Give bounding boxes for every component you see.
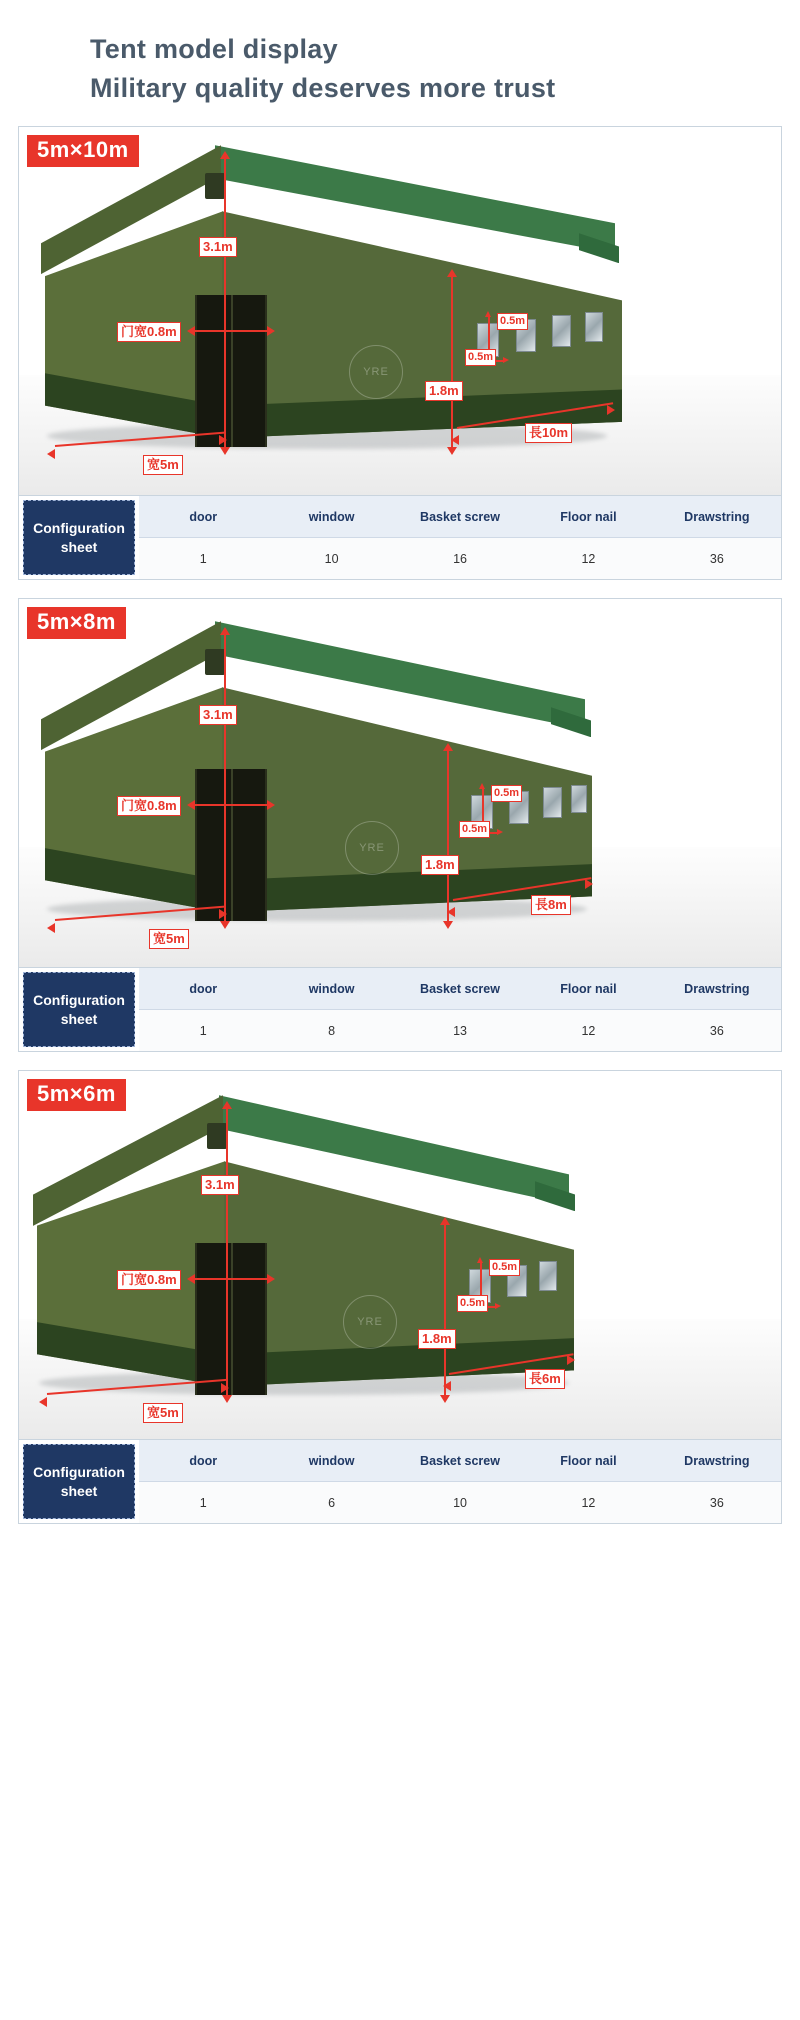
door-split-3 — [231, 1243, 233, 1395]
config-value-drawstring: 36 — [709, 1023, 724, 1038]
config-table-2 — [139, 968, 781, 1051]
dim-wallh-label-1: 1.8m — [425, 381, 463, 401]
config-label-line1: Configuration — [33, 1463, 125, 1480]
dim-winw-label-2: 0.5m — [459, 821, 490, 838]
size-badge-3: 5m×6m — [27, 1079, 126, 1110]
dim-winh-label-3: 0.5m — [489, 1259, 520, 1276]
config-sheet-1 — [19, 495, 781, 579]
config-header-basket-screw: Basket screw — [420, 509, 500, 524]
config-header-window: window — [308, 981, 355, 996]
config-header-door: door — [189, 981, 218, 996]
dim-length-label-1: 長10m — [525, 423, 572, 443]
config-value-basket-screw: 10 — [453, 1495, 467, 1510]
config-label-line2: sheet — [60, 1010, 98, 1027]
size-badge-2: 5m×8m — [27, 607, 126, 638]
dim-wallh-label-3: 1.8m — [418, 1329, 456, 1349]
dim-doorw-label-3: 门宽0.8m — [117, 1270, 181, 1290]
config-header-basket-screw: Basket screw — [420, 981, 500, 996]
dim-wallh-line-2 — [447, 751, 449, 923]
dim-winh-label-1: 0.5m — [497, 313, 528, 330]
config-value-door: 1 — [199, 1495, 207, 1510]
config-table-header-3 — [139, 1440, 781, 1482]
dim-width-label-1: 宽5m — [143, 455, 183, 475]
config-header-window: window — [308, 509, 355, 524]
dim-winh-arrow-up-1 — [485, 311, 491, 317]
config-sheet-label-3 — [23, 1444, 135, 1519]
tent-illustration-3 — [19, 1071, 781, 1439]
config-header-drawstring: Drawstring — [684, 509, 750, 524]
dim-height-line-2 — [224, 635, 226, 923]
config-value-window: 8 — [328, 1023, 336, 1038]
dim-doorw-arrow-r-3 — [267, 1274, 275, 1284]
config-header-door: door — [189, 1453, 218, 1468]
watermark-1: YRE — [349, 345, 403, 399]
tent-ridge-vent-1 — [205, 173, 225, 199]
dim-winw-label-1: 0.5m — [465, 349, 496, 366]
tent-window-1-4 — [585, 312, 603, 342]
config-value-drawstring: 36 — [709, 551, 724, 566]
config-sheet-label-2 — [23, 972, 135, 1047]
dim-width-label-3: 宽5m — [143, 1403, 183, 1423]
config-value-door: 1 — [199, 1023, 207, 1038]
dim-width-arrow-l-2 — [47, 923, 55, 933]
dim-wallh-line-3 — [444, 1225, 446, 1397]
config-value-floor-nail: 12 — [581, 1495, 596, 1510]
config-table-row-1 — [139, 538, 781, 579]
tent-window-1-3 — [552, 315, 571, 347]
config-table-row-3 — [139, 1482, 781, 1523]
tent-illustration-2 — [19, 599, 781, 967]
dim-height-arrow-up-2 — [220, 627, 230, 635]
page-subtitle: Military quality deserves more trust — [90, 73, 556, 104]
dim-height-label-1: 3.1m — [199, 237, 237, 257]
config-label-line1: Configuration — [33, 519, 125, 536]
dim-width-arrow-l-3 — [39, 1397, 47, 1407]
dim-doorw-arrow-l-2 — [187, 800, 195, 810]
dim-winw-arrow-r-1 — [503, 357, 509, 363]
config-label-line2: sheet — [60, 538, 98, 555]
tent-door-2 — [195, 769, 267, 921]
tent-ridge-vent-2 — [205, 649, 225, 675]
dim-winw-label-3: 0.5m — [457, 1295, 488, 1312]
tent-section-2 — [18, 598, 782, 1052]
tent-section-3 — [18, 1070, 782, 1524]
dim-doorw-arrow-r-1 — [267, 326, 275, 336]
tent-door-1 — [195, 295, 267, 447]
dim-width-arrow-r-1 — [219, 435, 227, 445]
tent-window-2-3 — [543, 787, 562, 818]
watermark-3: YRE — [343, 1295, 397, 1349]
config-value-door: 1 — [199, 551, 207, 566]
config-header-window: window — [308, 1453, 355, 1468]
page-title: Tent model display — [90, 34, 338, 64]
dim-width-label-2: 宽5m — [149, 929, 189, 949]
page-header — [0, 0, 800, 118]
dim-height-arrow-down-2 — [220, 921, 230, 929]
dim-winh-label-2: 0.5m — [491, 785, 522, 802]
config-value-floor-nail: 12 — [581, 1023, 596, 1038]
section-separator-1 — [0, 580, 800, 590]
dim-length-arrow-r-1 — [607, 405, 615, 415]
watermark-2: YRE — [345, 821, 399, 875]
tent-window-2-4 — [571, 785, 587, 813]
config-header-floor-nail: Floor nail — [560, 1453, 617, 1468]
config-label-line1: Configuration — [33, 991, 125, 1008]
config-sheet-2 — [19, 967, 781, 1051]
dim-length-arrow-l-1 — [451, 435, 459, 445]
size-badge-1: 5m×10m — [27, 135, 139, 166]
dim-doorw-line-2 — [195, 804, 271, 806]
dim-length-arrow-r-3 — [567, 1355, 575, 1365]
dim-winh-arrow-up-2 — [479, 783, 485, 789]
dim-length-label-2: 長8m — [531, 895, 571, 915]
config-table-header-2 — [139, 968, 781, 1010]
dim-length-arrow-r-2 — [585, 879, 593, 889]
config-header-floor-nail: Floor nail — [560, 981, 617, 996]
dim-height-arrow-up-3 — [222, 1101, 232, 1109]
dim-wallh-arrow-up-1 — [447, 269, 457, 277]
config-value-window: 6 — [328, 1495, 336, 1510]
config-table-3 — [139, 1440, 781, 1523]
config-sheet-label-1 — [23, 500, 135, 575]
config-value-drawstring: 36 — [709, 1495, 724, 1510]
dim-width-arrow-r-3 — [221, 1383, 229, 1393]
tent-ridge-vent-3 — [207, 1123, 227, 1149]
dim-height-line-3 — [226, 1109, 228, 1397]
tent-section-1 — [18, 126, 782, 580]
config-sheet-3 — [19, 1439, 781, 1523]
door-split-1 — [231, 295, 233, 447]
dim-wallh-line-1 — [451, 277, 453, 449]
dim-height-arrow-down-1 — [220, 447, 230, 455]
dim-doorw-arrow-l-1 — [187, 326, 195, 336]
dim-winw-arrow-r-2 — [497, 829, 503, 835]
config-header-door: door — [189, 509, 218, 524]
dim-doorw-line-1 — [195, 330, 271, 332]
config-header-basket-screw: Basket screw — [420, 1453, 500, 1468]
config-header-drawstring: Drawstring — [684, 1453, 750, 1468]
config-value-floor-nail: 12 — [581, 551, 596, 566]
dim-wallh-arrow-down-3 — [440, 1395, 450, 1403]
dim-wallh-arrow-down-2 — [443, 921, 453, 929]
dim-height-line-1 — [224, 159, 226, 449]
dim-wallh-label-2: 1.8m — [421, 855, 459, 875]
dim-length-arrow-l-3 — [443, 1381, 451, 1391]
dim-winh-arrow-up-3 — [477, 1257, 483, 1263]
config-header-floor-nail: Floor nail — [560, 509, 617, 524]
dim-height-label-3: 3.1m — [201, 1175, 239, 1195]
config-value-basket-screw: 13 — [453, 1023, 467, 1038]
tent-door-3 — [195, 1243, 267, 1395]
config-table-row-2 — [139, 1010, 781, 1051]
dim-doorw-label-1: 门宽0.8m — [117, 322, 181, 342]
dim-wallh-arrow-down-1 — [447, 447, 457, 455]
config-value-window: 10 — [324, 551, 339, 566]
dim-height-arrow-up-1 — [220, 151, 230, 159]
dim-winw-arrow-r-3 — [495, 1303, 501, 1309]
dim-height-label-2: 3.1m — [199, 705, 237, 725]
dim-length-arrow-l-2 — [447, 907, 455, 917]
dim-width-arrow-r-2 — [219, 909, 227, 919]
dim-width-arrow-l-1 — [47, 449, 55, 459]
config-header-drawstring: Drawstring — [684, 981, 750, 996]
dim-doorw-arrow-r-2 — [267, 800, 275, 810]
config-value-basket-screw: 16 — [453, 551, 467, 566]
dim-wallh-arrow-up-2 — [443, 743, 453, 751]
tent-illustration-1 — [19, 127, 781, 495]
dim-length-label-3: 長6m — [525, 1369, 565, 1389]
tent-window-3-3 — [539, 1261, 557, 1291]
dim-doorw-arrow-l-3 — [187, 1274, 195, 1284]
config-table-header-1 — [139, 496, 781, 538]
dim-doorw-line-3 — [195, 1278, 271, 1280]
dim-height-arrow-down-3 — [222, 1395, 232, 1403]
dim-doorw-label-2: 门宽0.8m — [117, 796, 181, 816]
section-separator-2 — [0, 1052, 800, 1062]
door-split-2 — [231, 769, 233, 921]
config-label-line2: sheet — [60, 1482, 98, 1499]
dim-wallh-arrow-up-3 — [440, 1217, 450, 1225]
config-table-1 — [139, 496, 781, 579]
